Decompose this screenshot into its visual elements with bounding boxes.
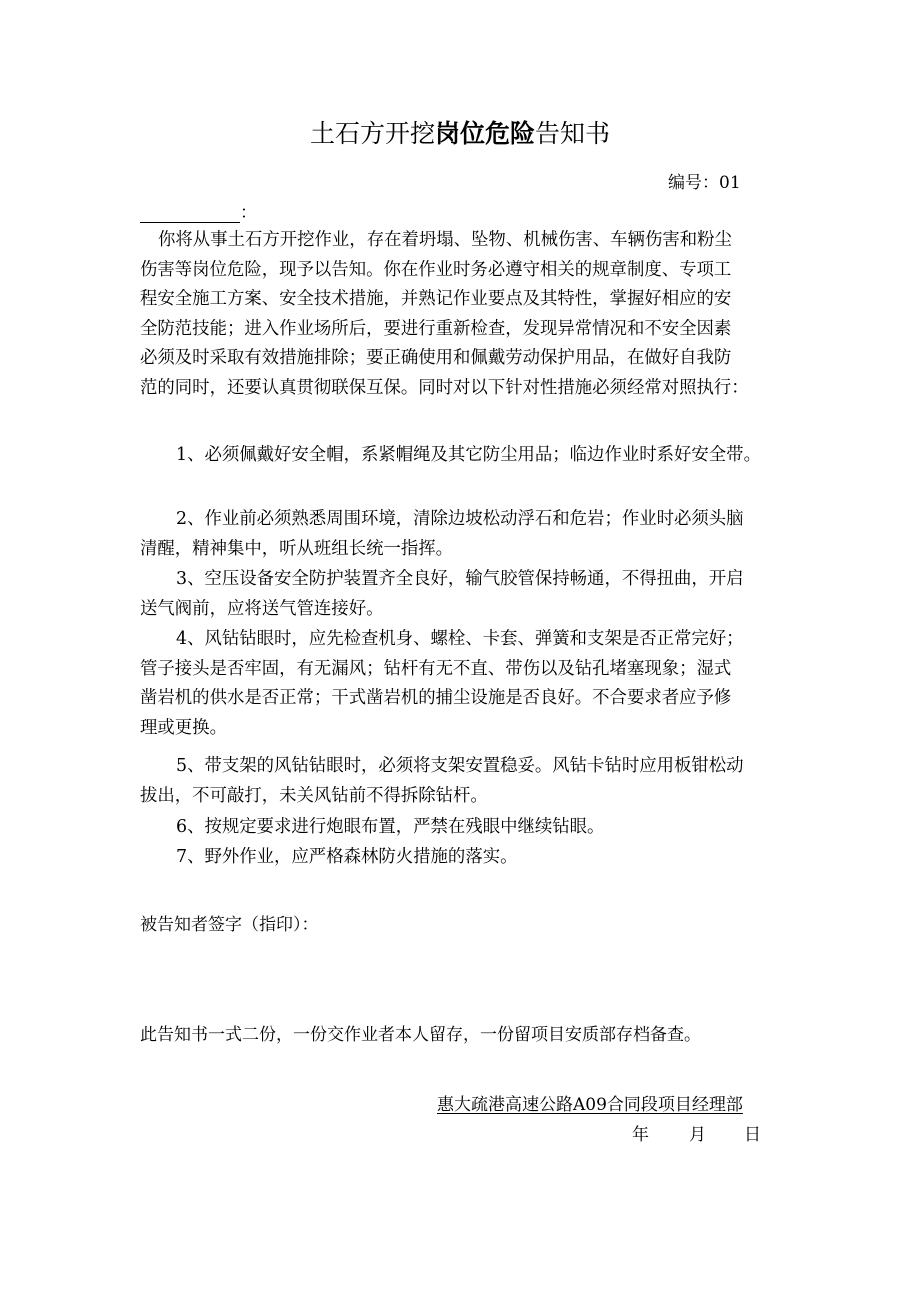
- measure-line: 拔出，不可敲打，未关风钻前不得拆除钻杆。: [140, 785, 488, 806]
- measure-line: 3、空压设备安全防护装置齐全良好，输气胶管保持畅通，不得扭曲，开启: [176, 569, 744, 589]
- intro-line: 全防范技能；进入作业场所后，要进行重新检查，发现异常情况和不安全因素: [140, 318, 732, 339]
- document-title: [0, 114, 920, 150]
- date-line: [632, 1120, 761, 1145]
- measure-item-6: [140, 813, 780, 843]
- measure-line: 7、野外作业，应严格森林防火措施的落实。: [176, 847, 518, 867]
- title-part-2: 岗位危险: [434, 119, 535, 148]
- measure-item-4: [140, 625, 780, 743]
- measure-line: 2、作业前必须熟悉周围环境，清除边坡松动浮石和危岩；作业时必须头脑: [176, 509, 744, 529]
- addressee-blank: [140, 206, 240, 223]
- measure-line: 1、必须佩戴好安全帽，系紧帽绳及其它防尘用品；临边作业时系好安全带。: [176, 445, 761, 465]
- measure-line: 管子接头是否牢固，有无漏风；钻杆有无不直、带伤以及钻孔堵塞现象；湿式: [140, 658, 732, 679]
- measure-line: 送气阀前，应将送气管连接好。: [140, 598, 384, 619]
- date-year: 年: [632, 1125, 649, 1145]
- intro-line: 伤害等岗位危险，现予以告知。你在作业时务必遵守相关的规章制度、专项工: [140, 259, 732, 280]
- measure-line: 6、按规定要求进行炮眼布置，严禁在残眼中继续钻眼。: [176, 817, 605, 837]
- title-part-3: 告知书: [535, 119, 611, 148]
- measure-item-1: [140, 441, 780, 471]
- measure-line: 5、带支架的风钻钻眼时，必须将支架安置稳妥。风钻卡钻时应用板钳松动: [176, 756, 744, 776]
- title-part-1: 土石方开挖: [309, 119, 435, 148]
- date-month: 月: [689, 1125, 706, 1145]
- intro-paragraph: [140, 226, 780, 403]
- addressee-line: [140, 198, 257, 223]
- measure-line: 理或更换。: [140, 717, 227, 738]
- copies-note: 此告知书一式二份，一份交作业者本人留存，一份留项目安质部存档备查。: [140, 1025, 701, 1045]
- intro-line: 你将从事土石方开挖作业，存在着坍塌、坠物、机械伤害、车辆伤害和粉尘: [158, 230, 732, 250]
- measure-line: 凿岩机的供水是否正常；干式凿岩机的捕尘设施是否良好。不合要求者应予修: [140, 688, 732, 708]
- addressee-colon: ：: [240, 203, 257, 223]
- document-number: 编号：01: [668, 173, 741, 193]
- measure-line: 清醒，精神集中，听从班组长统一指挥。: [140, 538, 454, 559]
- measure-item-7: [140, 843, 780, 873]
- date-day: 日: [744, 1125, 761, 1145]
- measure-item-3: [140, 565, 780, 624]
- measure-line: 4、风钻钻眼时，应先检查机身、螺栓、卡套、弹簧和支架是否正常完好；: [176, 629, 744, 649]
- measure-item-5: [140, 752, 780, 811]
- intro-line: 程安全施工方案、安全技术措施，并熟记作业要点及其特性，掌握好相应的安: [140, 289, 732, 309]
- organization-name: 惠大疏港高速公路A09合同段项目经理部: [437, 1095, 743, 1115]
- intro-line: 必须及时采取有效措施排除；要正确使用和佩戴劳动保护用品，在做好自我防: [140, 348, 732, 368]
- measure-item-2: [140, 505, 780, 564]
- intro-line: 范的同时，还要认真贯彻联保互保。同时对以下针对性措施必须经常对照执行：: [140, 377, 749, 398]
- signature-label: 被告知者签字（指印）：: [140, 915, 319, 935]
